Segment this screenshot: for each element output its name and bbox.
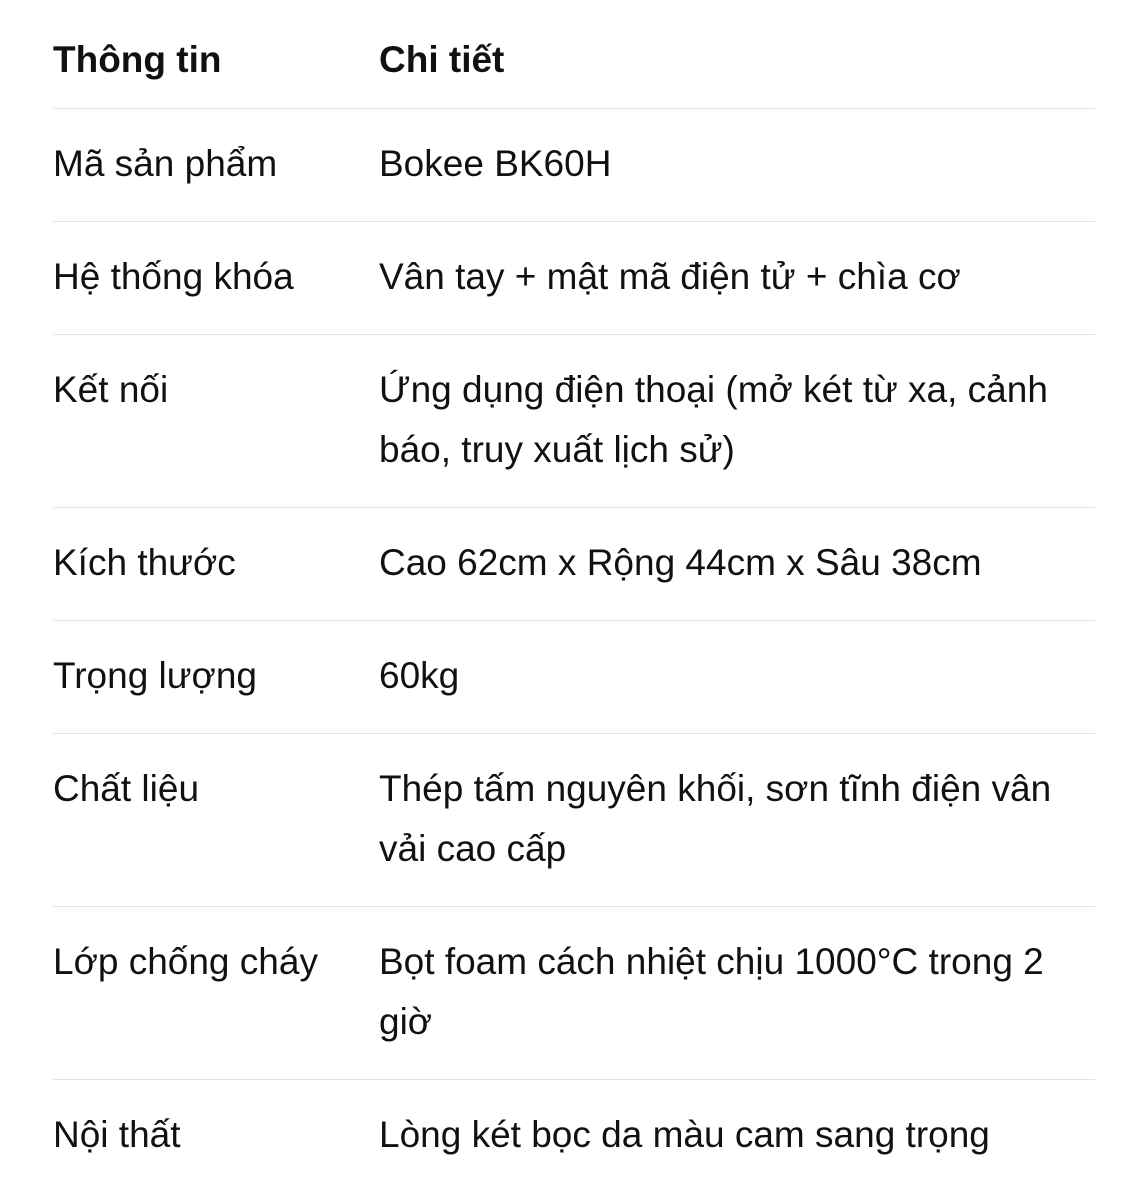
- table-row: [53, 1079, 1095, 1192]
- row-key: Kết nối: [53, 368, 169, 410]
- table-row: [53, 733, 1095, 906]
- row-value: Lòng két bọc da màu cam sang trọng: [379, 1113, 990, 1155]
- row-value: Thép tấm nguyên khối, sơn tĩnh điện vân vải cao cấp: [379, 767, 1052, 869]
- table-row: [53, 334, 1095, 507]
- row-key: Hệ thống khóa: [53, 255, 294, 297]
- table-header-row: [53, 0, 1095, 108]
- row-key: Nội thất: [53, 1113, 181, 1155]
- table-row: [53, 906, 1095, 1079]
- row-value: Bokee BK60H: [379, 142, 612, 184]
- table-row: [53, 108, 1095, 221]
- spec-table: [53, 0, 1095, 1192]
- header-key: Thông tin: [53, 39, 222, 80]
- row-key: Kích thước: [53, 541, 236, 583]
- row-key: Chất liệu: [53, 767, 200, 809]
- row-value: Cao 62cm x Rộng 44cm x Sâu 38cm: [379, 541, 982, 583]
- table-row: [53, 221, 1095, 334]
- table-row: [53, 620, 1095, 733]
- row-key: Mã sản phẩm: [53, 142, 278, 184]
- row-value: Bọt foam cách nhiệt chịu 1000°C trong 2 giờ: [379, 940, 1044, 1042]
- header-value: Chi tiết: [379, 39, 505, 80]
- table-row: [53, 507, 1095, 620]
- row-key: Trọng lượng: [53, 654, 257, 696]
- row-value: Vân tay + mật mã điện tử + chìa cơ: [379, 255, 961, 297]
- row-value: Ứng dụng điện thoại (mở két từ xa, cảnh báo, truy xuất lịch sử): [379, 368, 1048, 470]
- row-value: 60kg: [379, 654, 460, 696]
- row-key: Lớp chống cháy: [53, 940, 318, 982]
